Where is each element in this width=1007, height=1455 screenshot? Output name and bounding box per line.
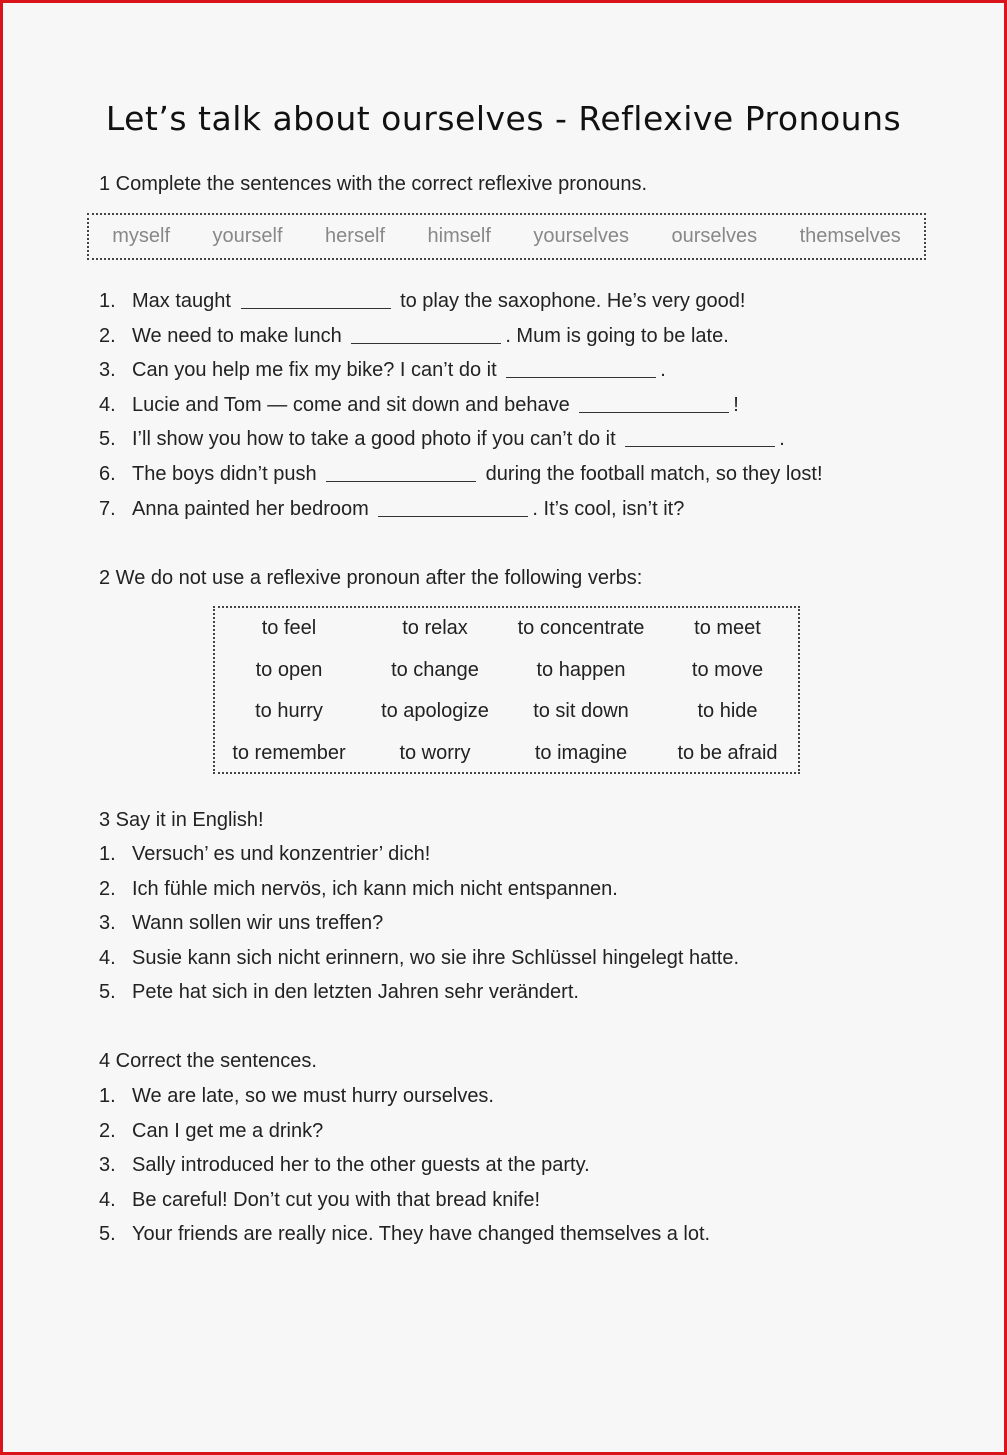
sentence-start: Anna painted her bedroom	[132, 497, 375, 520]
item-number: 2.	[99, 324, 116, 347]
item-text: Versuch’ es und konzentrier’ dich!	[132, 843, 431, 865]
item-text: Pete hat sich in den letzten Jahren sehr verändert.	[132, 981, 579, 1004]
list-item	[99, 837, 739, 872]
sentence-end: . It’s cool, isn’t it?	[532, 497, 685, 520]
item-text: Susie kann sich nicht erinnern, wo sie ihre Schlüssel hingelegt hatte.	[132, 946, 740, 969]
sentence-start: I’ll show you how to take a good photo if you can’t do it	[132, 428, 622, 451]
list-item	[99, 1148, 710, 1183]
word-bank-item: myself	[112, 225, 171, 247]
answer-blank[interactable]	[579, 388, 729, 413]
answer-blank[interactable]	[378, 492, 528, 517]
item-text: Wann sollen wir uns treffen?	[132, 912, 384, 935]
sentence-start: We need to make lunch	[132, 324, 348, 347]
item-number: 5.	[99, 981, 116, 1004]
word-bank-item: yourself	[212, 225, 283, 247]
word-bank-item: yourselves	[533, 225, 629, 247]
sentence-end: during the football match, so they lost!	[480, 462, 823, 485]
verb-item: to change	[391, 658, 479, 681]
item-number: 4.	[99, 1188, 116, 1211]
item-number: 2.	[99, 877, 116, 900]
item-number: 5.	[99, 1223, 116, 1246]
word-bank	[87, 213, 926, 260]
verb-item: to hide	[697, 700, 758, 723]
verb-item: to move	[691, 658, 764, 681]
item-text: Be careful! Don’t cut you with that bread knife!	[132, 1188, 540, 1211]
list-item	[99, 975, 739, 1010]
sentence-start: Max taught	[132, 290, 237, 312]
word-bank-item: herself	[325, 225, 386, 247]
item-number: 4.	[99, 393, 116, 416]
answer-blank[interactable]	[326, 457, 476, 482]
item-number: 1.	[99, 843, 116, 865]
section4-heading: 4 Correct the sentences.	[99, 1050, 317, 1072]
answer-blank[interactable]	[506, 353, 656, 378]
item-number: 1.	[99, 1085, 116, 1107]
sentence-start: The boys didn’t push	[132, 462, 323, 485]
item-number: 3.	[99, 359, 116, 382]
list-item	[99, 353, 823, 388]
list-item	[99, 319, 823, 354]
verb-item: to remember	[232, 741, 346, 764]
verb-item: to apologize	[381, 700, 489, 723]
verb-item: to sit down	[533, 700, 629, 723]
list-item	[99, 941, 739, 976]
verb-item: to happen	[536, 658, 626, 681]
list-item	[99, 388, 823, 423]
item-number: 2.	[99, 1119, 116, 1142]
item-text: Ich fühle mich nervös, ich kann mich nicht entspannen.	[132, 877, 618, 900]
word-bank-item: ourselves	[671, 225, 758, 247]
section3-heading: 3 Say it in English!	[99, 809, 264, 831]
list-item	[99, 1079, 710, 1114]
word-bank-item: himself	[427, 225, 491, 247]
sentence-end: .	[660, 359, 666, 382]
list-item	[99, 457, 823, 492]
section1-heading: 1 Complete the sentences with the correct reflexive pronouns.	[99, 173, 648, 195]
sentence-end: . Mum is going to be late.	[505, 324, 729, 347]
item-number: 5.	[99, 428, 116, 451]
item-text: Can I get me a drink?	[132, 1119, 324, 1142]
sentence-end: to play the saxophone. He’s very good!	[394, 290, 746, 312]
answer-blank[interactable]	[351, 319, 501, 344]
sentence-start: Can you help me fix my bike? I can’t do it	[132, 359, 503, 382]
verb-item: to worry	[399, 741, 471, 764]
verb-item: to hurry	[255, 700, 323, 723]
item-number: 7.	[99, 497, 116, 520]
list-item	[99, 1183, 710, 1218]
list-item	[99, 284, 823, 319]
section1-list	[99, 284, 823, 526]
item-number: 1.	[99, 290, 116, 312]
verb-item: to be afraid	[677, 741, 778, 764]
verb-item: to open	[255, 658, 323, 681]
section4-list	[99, 1079, 710, 1252]
verb-item: to imagine	[534, 741, 628, 764]
item-number: 3.	[99, 1154, 116, 1177]
section3-list	[99, 837, 739, 1010]
list-item	[99, 906, 739, 941]
sentence-end: !	[733, 393, 739, 416]
sentence-end: .	[779, 428, 785, 451]
verb-item: to feel	[261, 617, 317, 640]
item-number: 3.	[99, 912, 116, 935]
word-bank-item: themselves	[799, 225, 901, 247]
sentence-start: Lucie and Tom — come and sit down and behave	[132, 393, 576, 416]
verb-item: to meet	[694, 617, 761, 640]
verb-item: to concentrate	[517, 617, 645, 640]
list-item	[99, 872, 739, 907]
list-item	[99, 422, 823, 457]
item-text: Your friends are really nice. They have changed themselves a lot.	[132, 1223, 711, 1246]
list-item	[99, 492, 823, 527]
item-number: 4.	[99, 946, 116, 969]
answer-blank[interactable]	[625, 422, 775, 447]
item-text: We are late, so we must hurry ourselves.	[132, 1085, 494, 1107]
item-text: Sally introduced her to the other guests at the party.	[132, 1154, 590, 1177]
item-number: 6.	[99, 462, 116, 485]
page-title: Let’s talk about ourselves - Reflexive Pronouns	[105, 99, 902, 138]
verb-item: to relax	[402, 617, 468, 640]
section2-heading: 2 We do not use a reflexive pronoun after the following verbs:	[99, 567, 643, 589]
list-item	[99, 1114, 710, 1149]
verb-table	[213, 606, 800, 774]
answer-blank[interactable]	[241, 284, 391, 309]
list-item	[99, 1217, 710, 1252]
